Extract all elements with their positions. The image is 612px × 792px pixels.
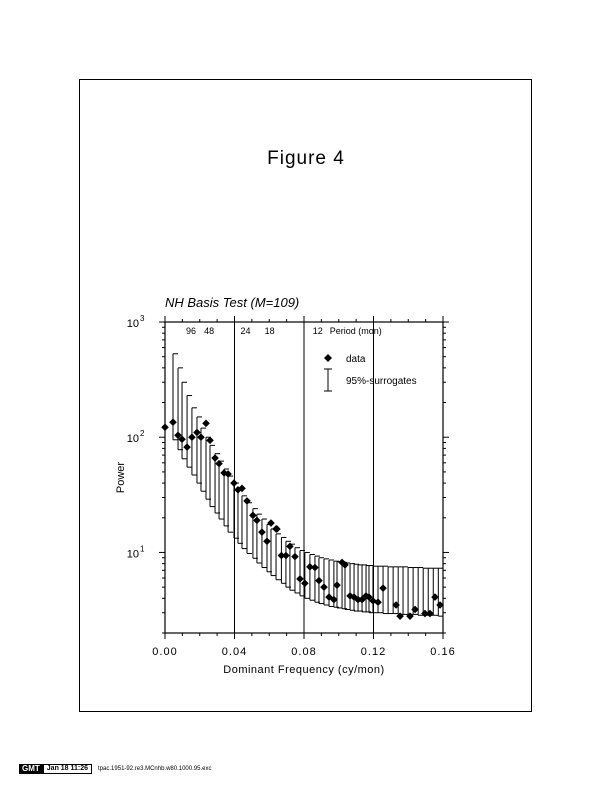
x-tick-label: 0.08 [291,646,317,658]
y-tick-label: 10 [126,318,139,330]
y-tick-exponent: 3 [140,314,145,323]
x-tick-label: 0.12 [360,646,387,658]
y-tick-label: 10 [126,548,139,561]
data-point-diamond [315,577,323,585]
y-axis-label: Power [115,461,127,494]
data-point-diamond [243,497,251,505]
x-axis-label: Dominant Frequency (cy/mon) [223,664,385,676]
data-point-diamond [183,443,191,451]
data-point-diamond [296,575,304,583]
chart-title: NH Basis Test (M=109) [165,295,300,310]
y-tick-exponent: 1 [140,544,145,554]
data-point-diamond [202,420,210,428]
data-point-diamond [273,525,281,533]
data-point-diamond [379,584,387,592]
x-tick-label: 0.04 [221,646,248,658]
x-tick-label: 0.00 [152,646,178,658]
data-point-diamond [291,553,299,561]
legend-label-surrogates: 95%-surrogates [346,376,417,387]
y-tick-label: 10 [126,433,139,446]
period-tick-label: 12 [312,326,323,336]
period-tick-label: 24 [240,326,251,336]
data-point-diamond [161,423,169,431]
period-tick-label: 48 [204,326,215,336]
figure-label: Figure 4 [267,148,345,169]
gmt-command: tpac.1951-92.re3.MCnhb.w80.1000.95.exc [98,766,212,772]
period-tick-label: 96 [186,326,197,336]
data-point-diamond [431,593,439,601]
legend-label-data: data [346,354,366,365]
gmt-timestamp: Jan 18 11:26 [43,764,92,774]
data-point-diamond [301,579,309,587]
gmt-footer [19,764,211,774]
data-point-diamond [230,479,238,487]
legend-diamond-icon [324,354,332,362]
data-point-diamond [211,454,219,462]
data-point-diamond [258,528,266,536]
data-point-diamond [267,519,275,527]
gmt-logo: GMT [19,764,43,774]
period-tick-label: 18 [264,326,275,336]
data-point-diamond [169,418,177,426]
x-tick-label: 0.16 [430,646,456,658]
data-point-diamond [311,564,319,572]
data-point-diamond [282,552,290,560]
data-point-diamond [263,537,271,545]
y-tick-exponent: 2 [140,429,145,439]
period-axis-label: Period (mon) [329,326,382,336]
data-point-diamond [426,610,434,618]
data-point-diamond [188,433,196,441]
data-point-diamond [320,583,328,591]
